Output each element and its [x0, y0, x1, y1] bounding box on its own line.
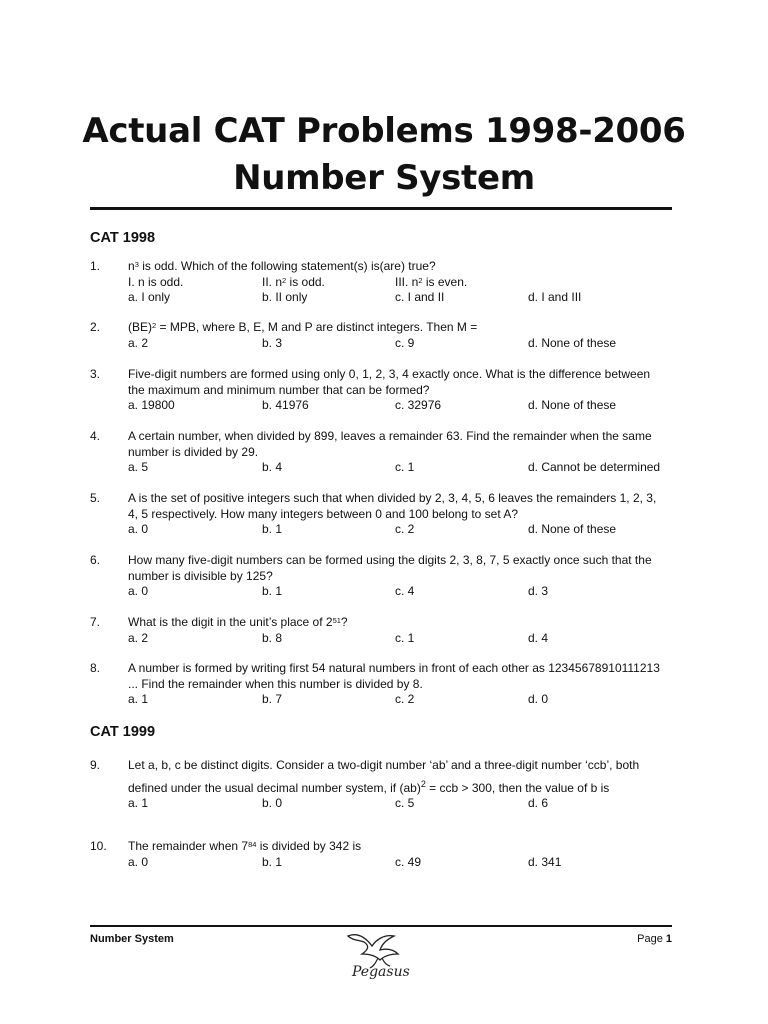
question-text-line2: ... Find the remainder when this number is divided by 8.: [128, 676, 423, 691]
answer-options: [128, 460, 672, 476]
option-c: c. 2: [395, 522, 415, 536]
question-text-line2: number is divisible by 125?: [128, 568, 273, 583]
statement-row: [128, 275, 672, 291]
option-d: d. 3: [528, 584, 549, 598]
option-d: d. Cannot be determined: [528, 460, 661, 474]
question-text: The remainder when $7^{84}$ is divided by 342 is: [128, 839, 362, 853]
footer-page-indicator: Page 1: [637, 933, 672, 945]
answer-options: [128, 336, 672, 352]
question-number: 6.: [90, 553, 101, 567]
footer-subject: Number System: [90, 933, 174, 945]
option-a: a. 1: [128, 796, 149, 810]
question-7: [90, 615, 672, 646]
question-number: 8.: [90, 661, 101, 675]
option-b: b. II only: [262, 290, 308, 304]
answer-options: [128, 522, 672, 538]
option-c: c. 5: [395, 796, 415, 810]
answer-options: [128, 398, 672, 414]
page-number: 1: [665, 933, 672, 945]
question-text-line1: A number is formed by writing first 54 natural numbers in front of each other as 12345678910111213: [128, 661, 660, 675]
title-divider: [90, 207, 672, 210]
answer-options: [128, 631, 672, 647]
option-a: a. 0: [128, 522, 149, 536]
option-b: b. 4: [262, 460, 283, 474]
option-a: a. I only: [128, 290, 171, 304]
page-title-line1: Actual CAT Problems 1998-2006: [82, 111, 686, 151]
question-10: [90, 839, 672, 870]
answer-options: [128, 692, 672, 708]
question-3: [90, 367, 672, 414]
question-number: 2.: [90, 320, 101, 334]
option-b: b. 1: [262, 584, 283, 598]
answer-options: [128, 855, 672, 871]
option-d: d. 0: [528, 692, 549, 706]
section-heading-cat-1999: CAT 1999: [90, 724, 156, 740]
question-2: [90, 320, 672, 351]
answer-options: [128, 290, 672, 306]
option-a: a. 0: [128, 854, 149, 869]
option-b: b. 1: [262, 522, 283, 536]
question-1: [90, 259, 672, 306]
question-text-line2: number is divided by 29.: [128, 444, 259, 459]
option-c: c. 9: [395, 335, 415, 350]
option-b: b. 1: [262, 854, 283, 869]
question-text: What is the digit in the unit’s place of $2^{51}$?: [128, 615, 348, 629]
question-number: 7.: [90, 615, 101, 629]
question-number: 10.: [90, 839, 107, 853]
option-c: c. 1: [395, 460, 415, 474]
question-text: $n^3$ is odd. Which of the following statement(s) is(are) true?: [128, 259, 436, 273]
option-d: d. None of these: [528, 398, 617, 412]
question-8: [90, 661, 672, 708]
equation: (ab)$^2$ = ccb > 300,: [399, 778, 496, 795]
question-number: 4.: [90, 429, 101, 443]
svg-text:Pegasus: Pegasus: [352, 964, 410, 980]
answer-options: [128, 584, 672, 600]
option-c: c. I and II: [395, 290, 445, 304]
option-c: c. 32976: [395, 398, 442, 412]
option-d: d. I and III: [528, 290, 582, 304]
option-d: d. 6: [528, 796, 549, 810]
question-number: 3.: [90, 367, 101, 381]
statement-2: II. $n^2$ is odd.: [262, 274, 325, 289]
option-b: b. 8: [262, 630, 283, 645]
footer-divider: [90, 925, 672, 927]
section-heading-cat-1998: CAT 1998: [90, 230, 156, 246]
option-c: c. 2: [395, 692, 415, 706]
question-number: 9.: [90, 758, 101, 772]
statement-1: I. n is odd.: [128, 274, 184, 289]
page-title-line2: Number System: [233, 158, 535, 198]
option-d: d. None of these: [528, 335, 617, 350]
option-c: c. 1: [395, 630, 415, 645]
statement-3: III. $n^2$ is even.: [395, 274, 468, 289]
question-text-line1: A certain number, when divided by 899, leaves a remainder 63. Find the remainder when the same: [128, 429, 652, 443]
option-b: b. 3: [262, 335, 283, 350]
answer-options: [128, 796, 672, 812]
option-a: a. 1: [128, 692, 149, 706]
option-a: a. 2: [128, 630, 149, 645]
question-number: 1.: [90, 259, 101, 273]
option-b: b. 0: [262, 796, 283, 810]
option-a: a. 0: [128, 584, 149, 598]
question-text-line2: defined under the usual decimal number system, if (ab)$^2$ = ccb > 300, then the value of b is: [128, 778, 610, 795]
option-d: d. 341: [528, 854, 562, 869]
option-b: b. 41976: [262, 398, 309, 412]
option-a: a. 19800: [128, 398, 175, 412]
question-text: (BE)$^2$ = MPB, where B, E, M and P are distinct integers. Then M =: [128, 320, 478, 334]
option-d: d. 4: [528, 630, 549, 645]
option-b: b. 7: [262, 692, 283, 706]
question-text-line2: 4, 5 respectively. How many integers between 0 and 100 belong to set A?: [128, 506, 519, 521]
question-text-line1: A is the set of positive integers such that when divided by 2, 3, 4, 5, 6 leaves the remainders 1, 2, 3,: [128, 491, 657, 505]
question-number: 5.: [90, 491, 101, 505]
option-a: a. 2: [128, 335, 149, 350]
option-a: a. 5: [128, 460, 149, 474]
question-6: [90, 553, 672, 600]
question-5: [90, 491, 672, 538]
option-c: c. 4: [395, 584, 415, 598]
question-4: [90, 429, 672, 476]
question-text-line1: Five-digit numbers are formed using only 0, 1, 2, 3, 4 exactly once. What is the difference between: [128, 367, 651, 381]
question-9: [90, 758, 672, 812]
question-text-line2: the maximum and minimum number that can be formed?: [128, 382, 430, 397]
option-c: c. 49: [395, 854, 422, 869]
pegasus-logo-icon: [340, 928, 424, 980]
question-text-line1: Let a, b, c be distinct digits. Consider a two-digit number ‘ab’ and a three-digit number ‘ccb’, both: [128, 758, 640, 772]
option-d: d. None of these: [528, 522, 617, 536]
question-text-line1: How many five-digit numbers can be formed using the digits 2, 3, 8, 7, 5 exactly once such that the: [128, 553, 652, 567]
